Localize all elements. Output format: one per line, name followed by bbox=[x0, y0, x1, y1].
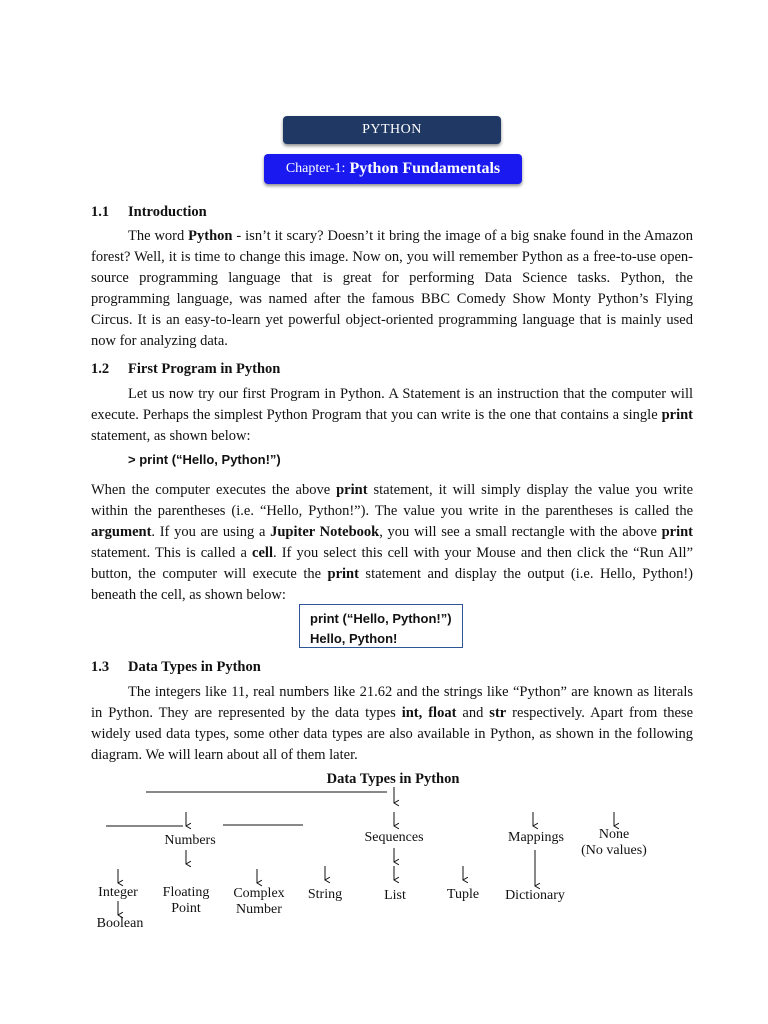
section-heading-first-program: 1.2 First Program in Python bbox=[91, 361, 281, 377]
node-numbers: Numbers bbox=[164, 833, 216, 848]
section-heading-data-types: 1.3 Data Types in Python bbox=[91, 659, 261, 675]
notebook-cell bbox=[299, 604, 463, 648]
node-floating-point: Floating Point bbox=[162, 885, 210, 916]
data-types-paragraph: The integers like 11, real numbers like 21.62 and the strings like “Python” are known as literals in Python. They are represented by the data types int, float and str respectively. Apart from these widely used data types, some other data types are also available in Python, as shown in the following diagram. We will learn about all of them later. bbox=[91, 684, 694, 763]
chapter-title: Python Fundamentals bbox=[349, 160, 501, 177]
node-list: List bbox=[384, 888, 406, 903]
book-title: PYTHON bbox=[362, 122, 422, 137]
code-snippet: > print (“Hello, Python!”) bbox=[128, 452, 281, 467]
node-sequences: Sequences bbox=[364, 830, 424, 845]
cell-code-line: print (“Hello, Python!”) bbox=[310, 611, 452, 626]
chapter-prefix: Chapter-1: bbox=[285, 161, 346, 176]
intro-paragraph: The word Python - isn’t it scary? Doesn’t it bring the image of a big snake found in the Amazon forest? Well, it is time to change this image. Now on, you will remember Python as a free-to-use open-source programming language that is great for performing Data Science tasks. Python, the programming language, was named after the famous BBC Comedy Show Monty Python’s Flying Circus. It is an easy-to-learn yet powerful object-oriented programming language that is mainly used now for analyzing data. bbox=[91, 228, 694, 349]
node-mappings: Mappings bbox=[508, 830, 564, 845]
node-complex-number: Complex Number bbox=[233, 886, 285, 917]
first-program-paragraph: Let us now try our first Program in Python. A Statement is an instruction that the computer will execute. Perhaps the simplest Python Program that you can write is the one that contains a single print statement, as shown below: bbox=[91, 386, 693, 444]
book-banner bbox=[283, 116, 501, 144]
node-none: None (No values) bbox=[581, 827, 647, 858]
node-integer: Integer bbox=[98, 885, 138, 900]
node-string: String bbox=[307, 887, 343, 902]
diagram-title: Data Types in Python bbox=[326, 771, 460, 787]
execution-paragraph: When the computer executes the above print statement, it will simply display the value you write within the parentheses (i.e. “Hello, Python!”). The value you write in the parentheses is called the argument. If you are using a Jupiter Notebook, you will see a small rectangle with the above print statement. This is called a cell. If you select this cell with your Mouse and then click the “Run All” button, the computer will execute the print statement and display the output (i.e. Hello, Python!) beneath the cell, as shown below: bbox=[91, 482, 694, 603]
node-tuple: Tuple bbox=[446, 887, 480, 902]
node-boolean: Boolean bbox=[96, 916, 144, 931]
cell-output-line: Hello, Python! bbox=[310, 631, 398, 646]
node-dictionary: Dictionary bbox=[505, 888, 565, 903]
section-heading-intro: 1.1 Introduction bbox=[91, 204, 207, 220]
chapter-banner bbox=[264, 154, 522, 184]
